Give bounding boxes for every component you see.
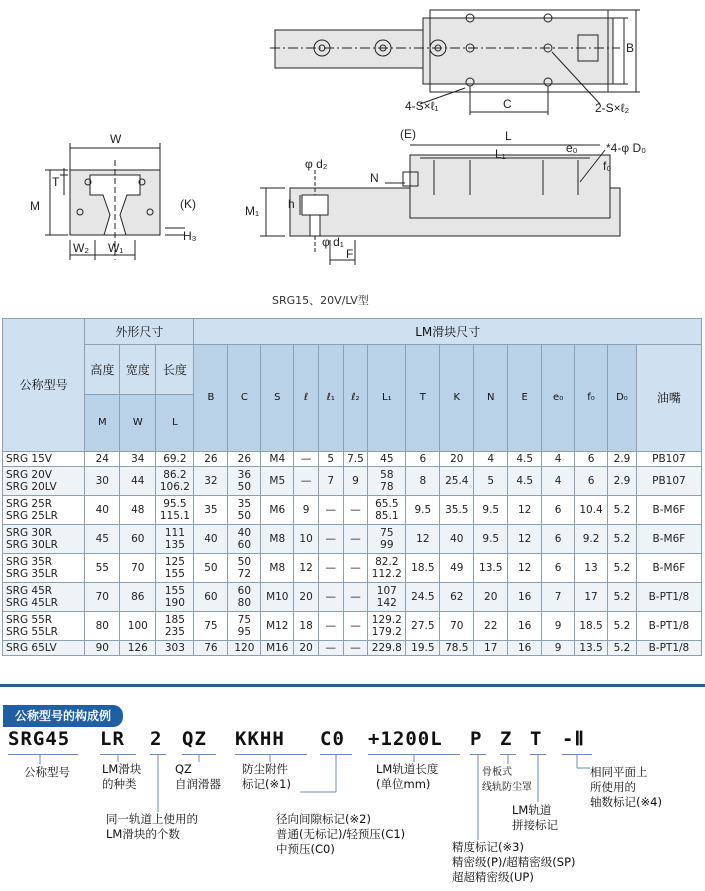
cell-value: 7.5 bbox=[343, 452, 368, 467]
cell-model: SRG 25R SRG 25LR bbox=[3, 496, 85, 525]
table-row bbox=[3, 467, 702, 496]
cell-model: SRG 55R SRG 55LR bbox=[3, 612, 85, 641]
cell-value: 75 bbox=[194, 612, 228, 641]
cell-value: M8 bbox=[261, 554, 294, 583]
cell-value: 82.2 112.2 bbox=[368, 554, 406, 583]
label-rail-length: LM轨道长度 (单位mm) bbox=[376, 762, 439, 791]
cell-value: 9 bbox=[542, 612, 575, 641]
dim-h3: H₃ bbox=[183, 229, 197, 243]
cell-value: 107 142 bbox=[368, 583, 406, 612]
table-row bbox=[3, 496, 702, 525]
cell-value: 49 bbox=[440, 554, 474, 583]
cell-value: — bbox=[294, 452, 319, 467]
spec-table-body bbox=[3, 452, 702, 656]
header-model: 公称型号 bbox=[3, 319, 85, 452]
dim-c: C bbox=[503, 97, 512, 111]
header-width: 宽度 bbox=[120, 345, 156, 395]
cell-value: 69.2 bbox=[156, 452, 194, 467]
cell-value: 76 bbox=[194, 641, 228, 656]
dim-f: F bbox=[346, 247, 354, 261]
cell-value: — bbox=[294, 467, 319, 496]
header-length: 长度 bbox=[156, 345, 194, 395]
code-accuracy: P bbox=[470, 728, 483, 750]
header-sym-f0: f₀ bbox=[575, 345, 608, 452]
cell-value: 24.5 bbox=[406, 583, 440, 612]
cell-value: 229.8 bbox=[368, 641, 406, 656]
cell-model: SRG 45R SRG 45LR bbox=[3, 583, 85, 612]
cell-value: 60 80 bbox=[228, 583, 261, 612]
cell-value: 36 50 bbox=[228, 467, 261, 496]
code-axis: -Ⅱ bbox=[562, 728, 585, 750]
cell-value: 10.4 bbox=[575, 496, 608, 525]
cell-value: 9.5 bbox=[474, 496, 508, 525]
label-model: 公称型号 bbox=[24, 765, 70, 779]
cell-value: 129.2 179.2 bbox=[368, 612, 406, 641]
cell-value: — bbox=[318, 525, 343, 554]
cell-value: 22 bbox=[474, 612, 508, 641]
cell-value: 32 bbox=[194, 467, 228, 496]
cell-value: 18 bbox=[294, 612, 319, 641]
cell-value: — bbox=[318, 641, 343, 656]
code-dust-cover: Z bbox=[500, 728, 513, 750]
cell-value: 13.5 bbox=[474, 554, 508, 583]
cell-value: 58 78 bbox=[368, 467, 406, 496]
cell-value: 4 bbox=[542, 452, 575, 467]
cell-value: 75 95 bbox=[228, 612, 261, 641]
cell-value: 100 bbox=[120, 612, 156, 641]
cell-value: M4 bbox=[261, 452, 294, 467]
cell-value: — bbox=[343, 583, 368, 612]
cell-value: B-PT1/8 bbox=[636, 612, 701, 641]
cell-value: 9.5 bbox=[474, 525, 508, 554]
cell-value: M10 bbox=[261, 583, 294, 612]
cell-value: 40 bbox=[194, 525, 228, 554]
cell-value: 6 bbox=[575, 452, 608, 467]
cell-value: 20 bbox=[294, 583, 319, 612]
cell-value: 5.2 bbox=[608, 554, 637, 583]
cell-value: — bbox=[343, 554, 368, 583]
code-rail-length: +1200L bbox=[368, 728, 443, 750]
cell-model: SRG 65LV bbox=[3, 641, 85, 656]
cell-value: — bbox=[318, 496, 343, 525]
table-row bbox=[3, 641, 702, 656]
cell-value: 50 72 bbox=[228, 554, 261, 583]
header-sym-m: M bbox=[85, 395, 120, 452]
header-sym-s: S bbox=[261, 345, 294, 452]
header-outer-dims: 外形尺寸 bbox=[85, 319, 194, 345]
cell-value: 5.2 bbox=[608, 612, 637, 641]
cell-value: 111 135 bbox=[156, 525, 194, 554]
cell-value: 9 bbox=[294, 496, 319, 525]
header-sym-b: B bbox=[194, 345, 228, 452]
cell-value: 70 bbox=[120, 554, 156, 583]
dim-s-l2: 2-S×ℓ₂ bbox=[595, 101, 630, 115]
dim-k: (K) bbox=[180, 197, 196, 211]
cell-value: 30 bbox=[85, 467, 120, 496]
code-model: SRG45 bbox=[8, 728, 71, 750]
cell-value: 16 bbox=[508, 641, 542, 656]
cell-model: SRG 20V SRG 20LV bbox=[3, 467, 85, 496]
dim-phi-d1: φ d₁ bbox=[322, 235, 344, 249]
cell-value: M6 bbox=[261, 496, 294, 525]
cell-value: 90 bbox=[85, 641, 120, 656]
cell-value: 13 bbox=[575, 554, 608, 583]
cell-value: 16 bbox=[508, 583, 542, 612]
cell-value: — bbox=[318, 583, 343, 612]
cell-value: 25.4 bbox=[440, 467, 474, 496]
dim-w2: W₂ bbox=[73, 241, 89, 255]
cell-value: 18.5 bbox=[575, 612, 608, 641]
code-block-count: 2 bbox=[150, 728, 163, 750]
cell-value: 155 190 bbox=[156, 583, 194, 612]
cell-value: 95.5 115.1 bbox=[156, 496, 194, 525]
cell-value: 60 bbox=[120, 525, 156, 554]
dim-d0: *4-φ D₀ bbox=[606, 141, 647, 155]
label-joint: LM轨道 拼接标记 bbox=[512, 803, 558, 832]
cell-value: — bbox=[343, 641, 368, 656]
cell-value: 12 bbox=[406, 525, 440, 554]
cell-value: 9.5 bbox=[406, 496, 440, 525]
table-row bbox=[3, 525, 702, 554]
header-sym-e: E bbox=[508, 345, 542, 452]
cell-value: 20 bbox=[294, 641, 319, 656]
cell-value: 2.9 bbox=[608, 452, 637, 467]
dim-m: M bbox=[30, 199, 40, 213]
cell-value: 185 235 bbox=[156, 612, 194, 641]
cell-value: 4.5 bbox=[508, 452, 542, 467]
header-sym-w: W bbox=[120, 395, 156, 452]
cell-value: 35.5 bbox=[440, 496, 474, 525]
cell-value: 7 bbox=[542, 583, 575, 612]
cell-value: 48 bbox=[120, 496, 156, 525]
cell-value: 65.5 85.1 bbox=[368, 496, 406, 525]
cell-value: 6 bbox=[542, 525, 575, 554]
cell-value: 20 bbox=[440, 452, 474, 467]
cell-value: — bbox=[343, 612, 368, 641]
cell-value: 45 bbox=[85, 525, 120, 554]
cell-value: M5 bbox=[261, 467, 294, 496]
cell-value: 303 bbox=[156, 641, 194, 656]
cell-value: M16 bbox=[261, 641, 294, 656]
cell-value: 45 bbox=[368, 452, 406, 467]
header-sym-l2: ℓ₂ bbox=[343, 345, 368, 452]
cell-value: 10 bbox=[294, 525, 319, 554]
label-block-count: 同一轨道上使用的 LM滑块的个数 bbox=[106, 812, 198, 841]
header-sym-d0: D₀ bbox=[608, 345, 637, 452]
cell-value: — bbox=[343, 525, 368, 554]
cell-value: 20 bbox=[474, 583, 508, 612]
cell-value: M12 bbox=[261, 612, 294, 641]
cell-value: 120 bbox=[228, 641, 261, 656]
label-clearance: 径向间隙标记(※2) 普通(无标记)/轻预压(C1) 中预压(C0) bbox=[276, 812, 406, 856]
label-seal: 防尘附件 标记(※1) bbox=[242, 762, 291, 791]
cell-value: 4 bbox=[474, 452, 508, 467]
table-row bbox=[3, 612, 702, 641]
cell-value: 40 bbox=[440, 525, 474, 554]
dim-m1: M₁ bbox=[245, 204, 260, 218]
table-row bbox=[3, 554, 702, 583]
leader-lines bbox=[0, 754, 705, 854]
top-view-drawing bbox=[270, 10, 640, 115]
cell-model: SRG 30R SRG 30LR bbox=[3, 525, 85, 554]
dim-e: (E) bbox=[400, 127, 416, 141]
dim-t: T bbox=[52, 175, 60, 189]
cell-value: — bbox=[343, 496, 368, 525]
cell-value: 18.5 bbox=[406, 554, 440, 583]
code-qz: QZ bbox=[182, 728, 207, 750]
header-sym-c: C bbox=[228, 345, 261, 452]
cell-value: 13.5 bbox=[575, 641, 608, 656]
cell-value: 6 bbox=[406, 452, 440, 467]
cell-value: — bbox=[318, 554, 343, 583]
dim-w1: W₁ bbox=[108, 241, 124, 255]
cell-value: 50 bbox=[194, 554, 228, 583]
cell-value: B-M6F bbox=[636, 496, 701, 525]
header-sym-n: N bbox=[474, 345, 508, 452]
cell-value: B-PT1/8 bbox=[636, 641, 701, 656]
header-grease-nipple: 油嘴 bbox=[636, 345, 701, 452]
header-sym-t: T bbox=[406, 345, 440, 452]
header-sym-e0: e₀ bbox=[542, 345, 575, 452]
cell-value: 12 bbox=[508, 525, 542, 554]
cell-value: 24 bbox=[85, 452, 120, 467]
cell-value: 55 bbox=[85, 554, 120, 583]
cell-value: 4.5 bbox=[508, 467, 542, 496]
cell-value: 6 bbox=[575, 467, 608, 496]
dim-e0: e₀ bbox=[566, 141, 578, 155]
cell-value: 2.9 bbox=[608, 467, 637, 496]
cell-value: B-M6F bbox=[636, 525, 701, 554]
drawing-area bbox=[0, 0, 705, 318]
cell-value: 40 60 bbox=[228, 525, 261, 554]
code-seal: KKHH bbox=[235, 728, 285, 750]
cell-value: 5.2 bbox=[608, 641, 637, 656]
header-height: 高度 bbox=[85, 345, 120, 395]
cell-value: 16 bbox=[508, 612, 542, 641]
cell-value: 80 bbox=[85, 612, 120, 641]
cell-value: 34 bbox=[120, 452, 156, 467]
cell-model: SRG 35R SRG 35LR bbox=[3, 554, 85, 583]
cell-value: 44 bbox=[120, 467, 156, 496]
label-axis: 相同平面上 所使用的 轴数标记(※4) bbox=[590, 765, 662, 809]
cell-value: 125 155 bbox=[156, 554, 194, 583]
header-sym-l: ℓ bbox=[294, 345, 319, 452]
cell-value: 26 bbox=[194, 452, 228, 467]
dim-l1: L₁ bbox=[495, 147, 506, 161]
dim-l: L bbox=[505, 129, 512, 143]
cell-value: 86 bbox=[120, 583, 156, 612]
cell-value: 126 bbox=[120, 641, 156, 656]
header-sym-k: K bbox=[440, 345, 474, 452]
cell-value: 26 bbox=[228, 452, 261, 467]
cell-value: M8 bbox=[261, 525, 294, 554]
cell-value: 5.2 bbox=[608, 525, 637, 554]
cell-value: 78.5 bbox=[440, 641, 474, 656]
dim-w: W bbox=[110, 132, 122, 146]
label-qz: QZ 自润滑器 bbox=[175, 762, 221, 791]
cell-value: 5.2 bbox=[608, 583, 637, 612]
cell-value: 70 bbox=[85, 583, 120, 612]
cell-value: 6 bbox=[542, 554, 575, 583]
table-bottom-rule bbox=[0, 684, 705, 687]
cell-value: 8 bbox=[406, 467, 440, 496]
cell-value: 6 bbox=[542, 496, 575, 525]
cell-value: 5 bbox=[318, 452, 343, 467]
cell-value: 5 bbox=[474, 467, 508, 496]
cell-value: 17 bbox=[474, 641, 508, 656]
cell-value: B-PT1/8 bbox=[636, 583, 701, 612]
table-row bbox=[3, 452, 702, 467]
cell-value: 12 bbox=[508, 496, 542, 525]
cell-value: — bbox=[318, 612, 343, 641]
cell-value: 75 99 bbox=[368, 525, 406, 554]
header-sym-length: L bbox=[156, 395, 194, 452]
dim-s-l1: 4-S×ℓ₁ bbox=[405, 99, 439, 113]
cell-value: 7 bbox=[318, 467, 343, 496]
cell-value: 35 bbox=[194, 496, 228, 525]
drawing-caption: SRG15、20V/LV型 bbox=[272, 294, 369, 307]
cell-value: 19.5 bbox=[406, 641, 440, 656]
cell-value: 35 50 bbox=[228, 496, 261, 525]
header-sym-L1: L₁ bbox=[368, 345, 406, 452]
label-accuracy: 精度标记(※3) 精密级(P)/超精密级(SP) 超超精密级(UP) bbox=[452, 840, 576, 884]
label-dust-cover: 骨板式 线轨防尘罩 bbox=[482, 767, 532, 793]
code-joint: T bbox=[530, 728, 543, 750]
cell-value: 9 bbox=[542, 641, 575, 656]
cell-value: 17 bbox=[575, 583, 608, 612]
cell-model: SRG 15V bbox=[3, 452, 85, 467]
cell-value: 27.5 bbox=[406, 612, 440, 641]
cell-value: 60 bbox=[194, 583, 228, 612]
dim-h: h bbox=[288, 197, 295, 211]
cell-value: 9 bbox=[343, 467, 368, 496]
label-block-type: LM滑块 的种类 bbox=[102, 762, 142, 791]
cell-value: PB107 bbox=[636, 467, 701, 496]
cell-value: 9.2 bbox=[575, 525, 608, 554]
header-sym-l1: ℓ₁ bbox=[318, 345, 343, 452]
spec-table bbox=[2, 318, 702, 656]
dim-phi-d2: φ d₂ bbox=[305, 157, 328, 171]
cell-value: 70 bbox=[440, 612, 474, 641]
cell-value: 40 bbox=[85, 496, 120, 525]
cell-value: 86.2 106.2 bbox=[156, 467, 194, 496]
dim-f0: f₀ bbox=[603, 159, 612, 173]
table-row bbox=[3, 583, 702, 612]
cell-value: 12 bbox=[508, 554, 542, 583]
cell-value: B-M6F bbox=[636, 554, 701, 583]
header-lm-dims: LM滑块尺寸 bbox=[194, 319, 702, 345]
code-clearance: C0 bbox=[320, 728, 345, 750]
cell-value: 62 bbox=[440, 583, 474, 612]
cell-value: 12 bbox=[294, 554, 319, 583]
example-title: 公称型号的构成例 bbox=[3, 705, 123, 727]
cell-value: PB107 bbox=[636, 452, 701, 467]
cell-value: 5.2 bbox=[608, 496, 637, 525]
dim-b: B bbox=[626, 41, 635, 55]
dim-n: N bbox=[370, 171, 379, 185]
cell-value: 4 bbox=[542, 467, 575, 496]
code-block-type: LR bbox=[100, 728, 125, 750]
